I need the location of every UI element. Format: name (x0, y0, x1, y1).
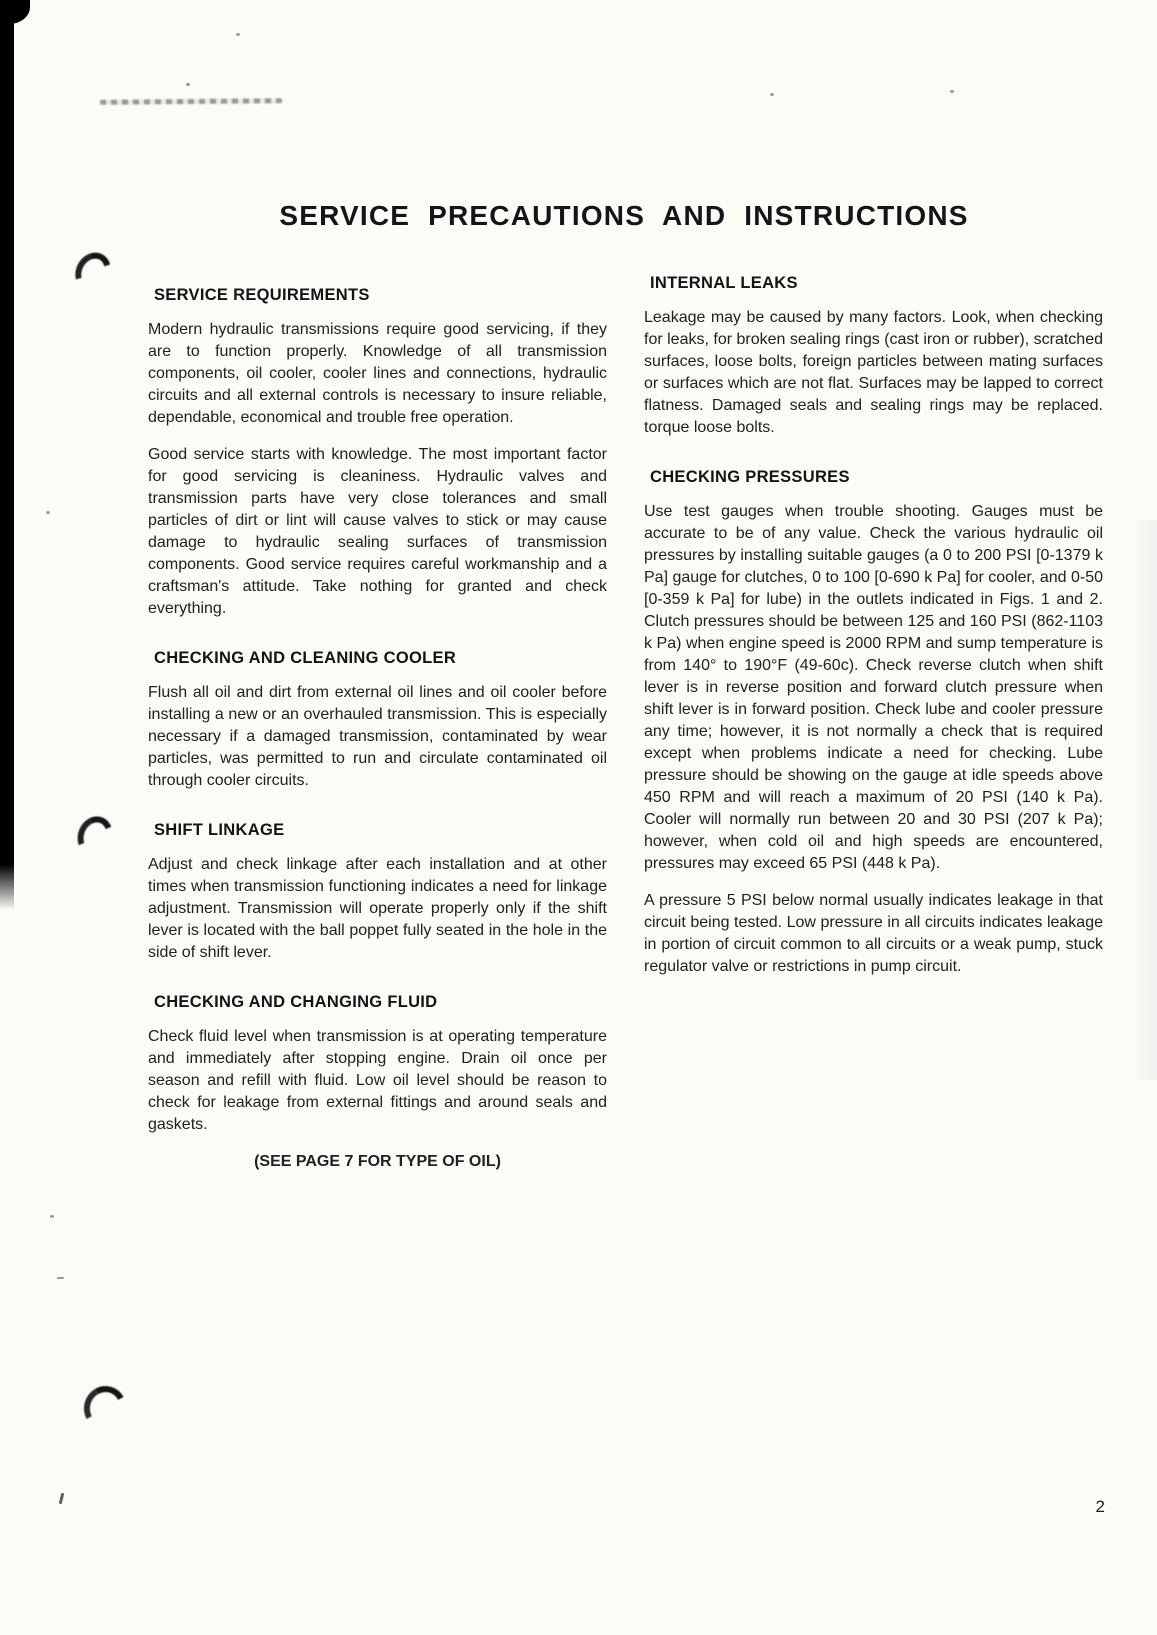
section-heading: CHECKING AND CHANGING FLUID (154, 993, 438, 1011)
paragraph: Good service starts with knowledge. The most important factor for good servicing is cleaniness. Hydraulic valves and transmission parts have very close tolerances and small particles of dirt or lint will cause valves to stick or may cause damage to hydraulic sealing surfaces of transmission components. Good service requires careful workmanship and a craftsman's attitude. Take nothing for granted and check everything. (148, 446, 607, 617)
page-number: 2 (1095, 1497, 1105, 1516)
section-heading: SHIFT LINKAGE (154, 821, 285, 839)
section-service-requirements (148, 284, 607, 620)
scan-speck (50, 1215, 54, 1218)
section-internal-leaks (644, 272, 1103, 439)
section-checking-pressures (644, 466, 1103, 978)
binder-ring-mark (69, 246, 118, 297)
paragraph: Check fluid level when transmission is at operating temperature and immediately after stopping engine. Drain oil once per season and refill with fluid. Low oil level should be reason to check for leakage from external fittings and around seals and gaskets. (148, 1028, 607, 1133)
binder-ring-mark (72, 811, 119, 861)
scan-speck (57, 1277, 64, 1279)
section-heading: CHECKING PRESSURES (650, 468, 850, 486)
page-title: SERVICE PRECAUTIONS AND INSTRUCTIONS (279, 200, 969, 231)
paragraph: A pressure 5 PSI below normal usually indicates leakage in that circuit being tested. Low pressure in all circuits indicates leakage in portion of circuit common to all circuits or a weak pump, stuck regulator valve or restrictions in pump circuit. (644, 892, 1103, 975)
section-checking-and-cleaning-cooler (148, 647, 607, 792)
section-heading: SERVICE REQUIREMENTS (154, 286, 370, 304)
scan-smudge (100, 98, 282, 105)
section-heading: INTERNAL LEAKS (650, 274, 798, 292)
scan-edge-shadow (1131, 520, 1157, 1080)
scan-artifact-left-bar (0, 0, 14, 910)
scan-speck (186, 83, 190, 86)
section-heading: CHECKING AND CLEANING COOLER (154, 649, 457, 667)
paragraph: Adjust and check linkage after each installation and at other times when transmission functioning indicates a need for linkage adjustment. Transmission will operate properly only if the shift lever is located with the ball poppet fully seated in the hole in the side of shift lever. (148, 856, 607, 961)
scan-speck (950, 90, 954, 93)
scan-speck (46, 511, 50, 514)
section-shift-linkage (148, 819, 607, 964)
scan-tick-mark (59, 1493, 65, 1504)
scan-speck (236, 33, 240, 36)
oil-type-note: (SEE PAGE 7 FOR TYPE OF OIL) (254, 1153, 501, 1170)
scan-speck (770, 93, 774, 96)
right-column (644, 272, 1103, 1200)
content-columns (148, 272, 1103, 1200)
left-column (148, 272, 607, 1200)
paragraph: Use test gauges when trouble shooting. Gauges must be accurate to be of any value. Check the various hydraulic oil pressures by installing suitable gauges (a 0 to 200 PSI [0-1379 k Pa] gauge for clutches, 0 to 100 [0-690 k Pa] for cooler, and 0-50 [0-359 k Pa] for lube) in the outlets indicated in Figs. 1 and 2. Clutch pressures should be between 125 and 160 PSI (862-1103 k Pa) when engine speed is 2000 RPM and sump temperature is from 140° to 190°F (49-60c). Check reverse clutch when shift lever is in reverse position and forward clutch pressure when shift lever is in forward position. Check lube and cooler pressure any time; however, it is not normally a check that is required except when problems indicate a need for checking. Lube pressure should be showing on the gauge at idle speeds above 450 RPM and will reach a maximum of 20 PSI (140 k Pa). Cooler will normally run between 20 and 30 PSI (207 k Pa); however, when cold oil and high speeds are encountered, pressures may exceed 65 PSI (448 k Pa). (644, 503, 1103, 872)
section-checking-and-changing-fluid (148, 991, 607, 1173)
paragraph: Leakage may be caused by many factors. Look, when checking for leaks, for broken sealing rings (cast iron or rubber), scratched surfaces, loose bolts, foreign particles between mating surfaces or surfaces which are not flat. Surfaces may be lapped to correct flatness. Damaged seals and sealing rings may be replaced. torque loose bolts. (644, 309, 1103, 436)
scan-artifact-corner-blob (0, 0, 30, 24)
paragraph: Flush all oil and dirt from external oil lines and oil cooler before installing a new or an overhauled transmission. This is especially necessary if a damaged transmission, contaminated by wear particles, was permitted to run and circulate contaminated oil through cooler circuits. (148, 684, 607, 789)
paragraph: Modern hydraulic transmissions require good servicing, if they are to function properly. Knowledge of all transmission components, oil cooler, cooler lines and connections, hydraulic circuits and all external controls is necessary to insure reliable, dependable, economical and trouble free operation. (148, 321, 607, 426)
binder-ring-mark (79, 1381, 132, 1435)
